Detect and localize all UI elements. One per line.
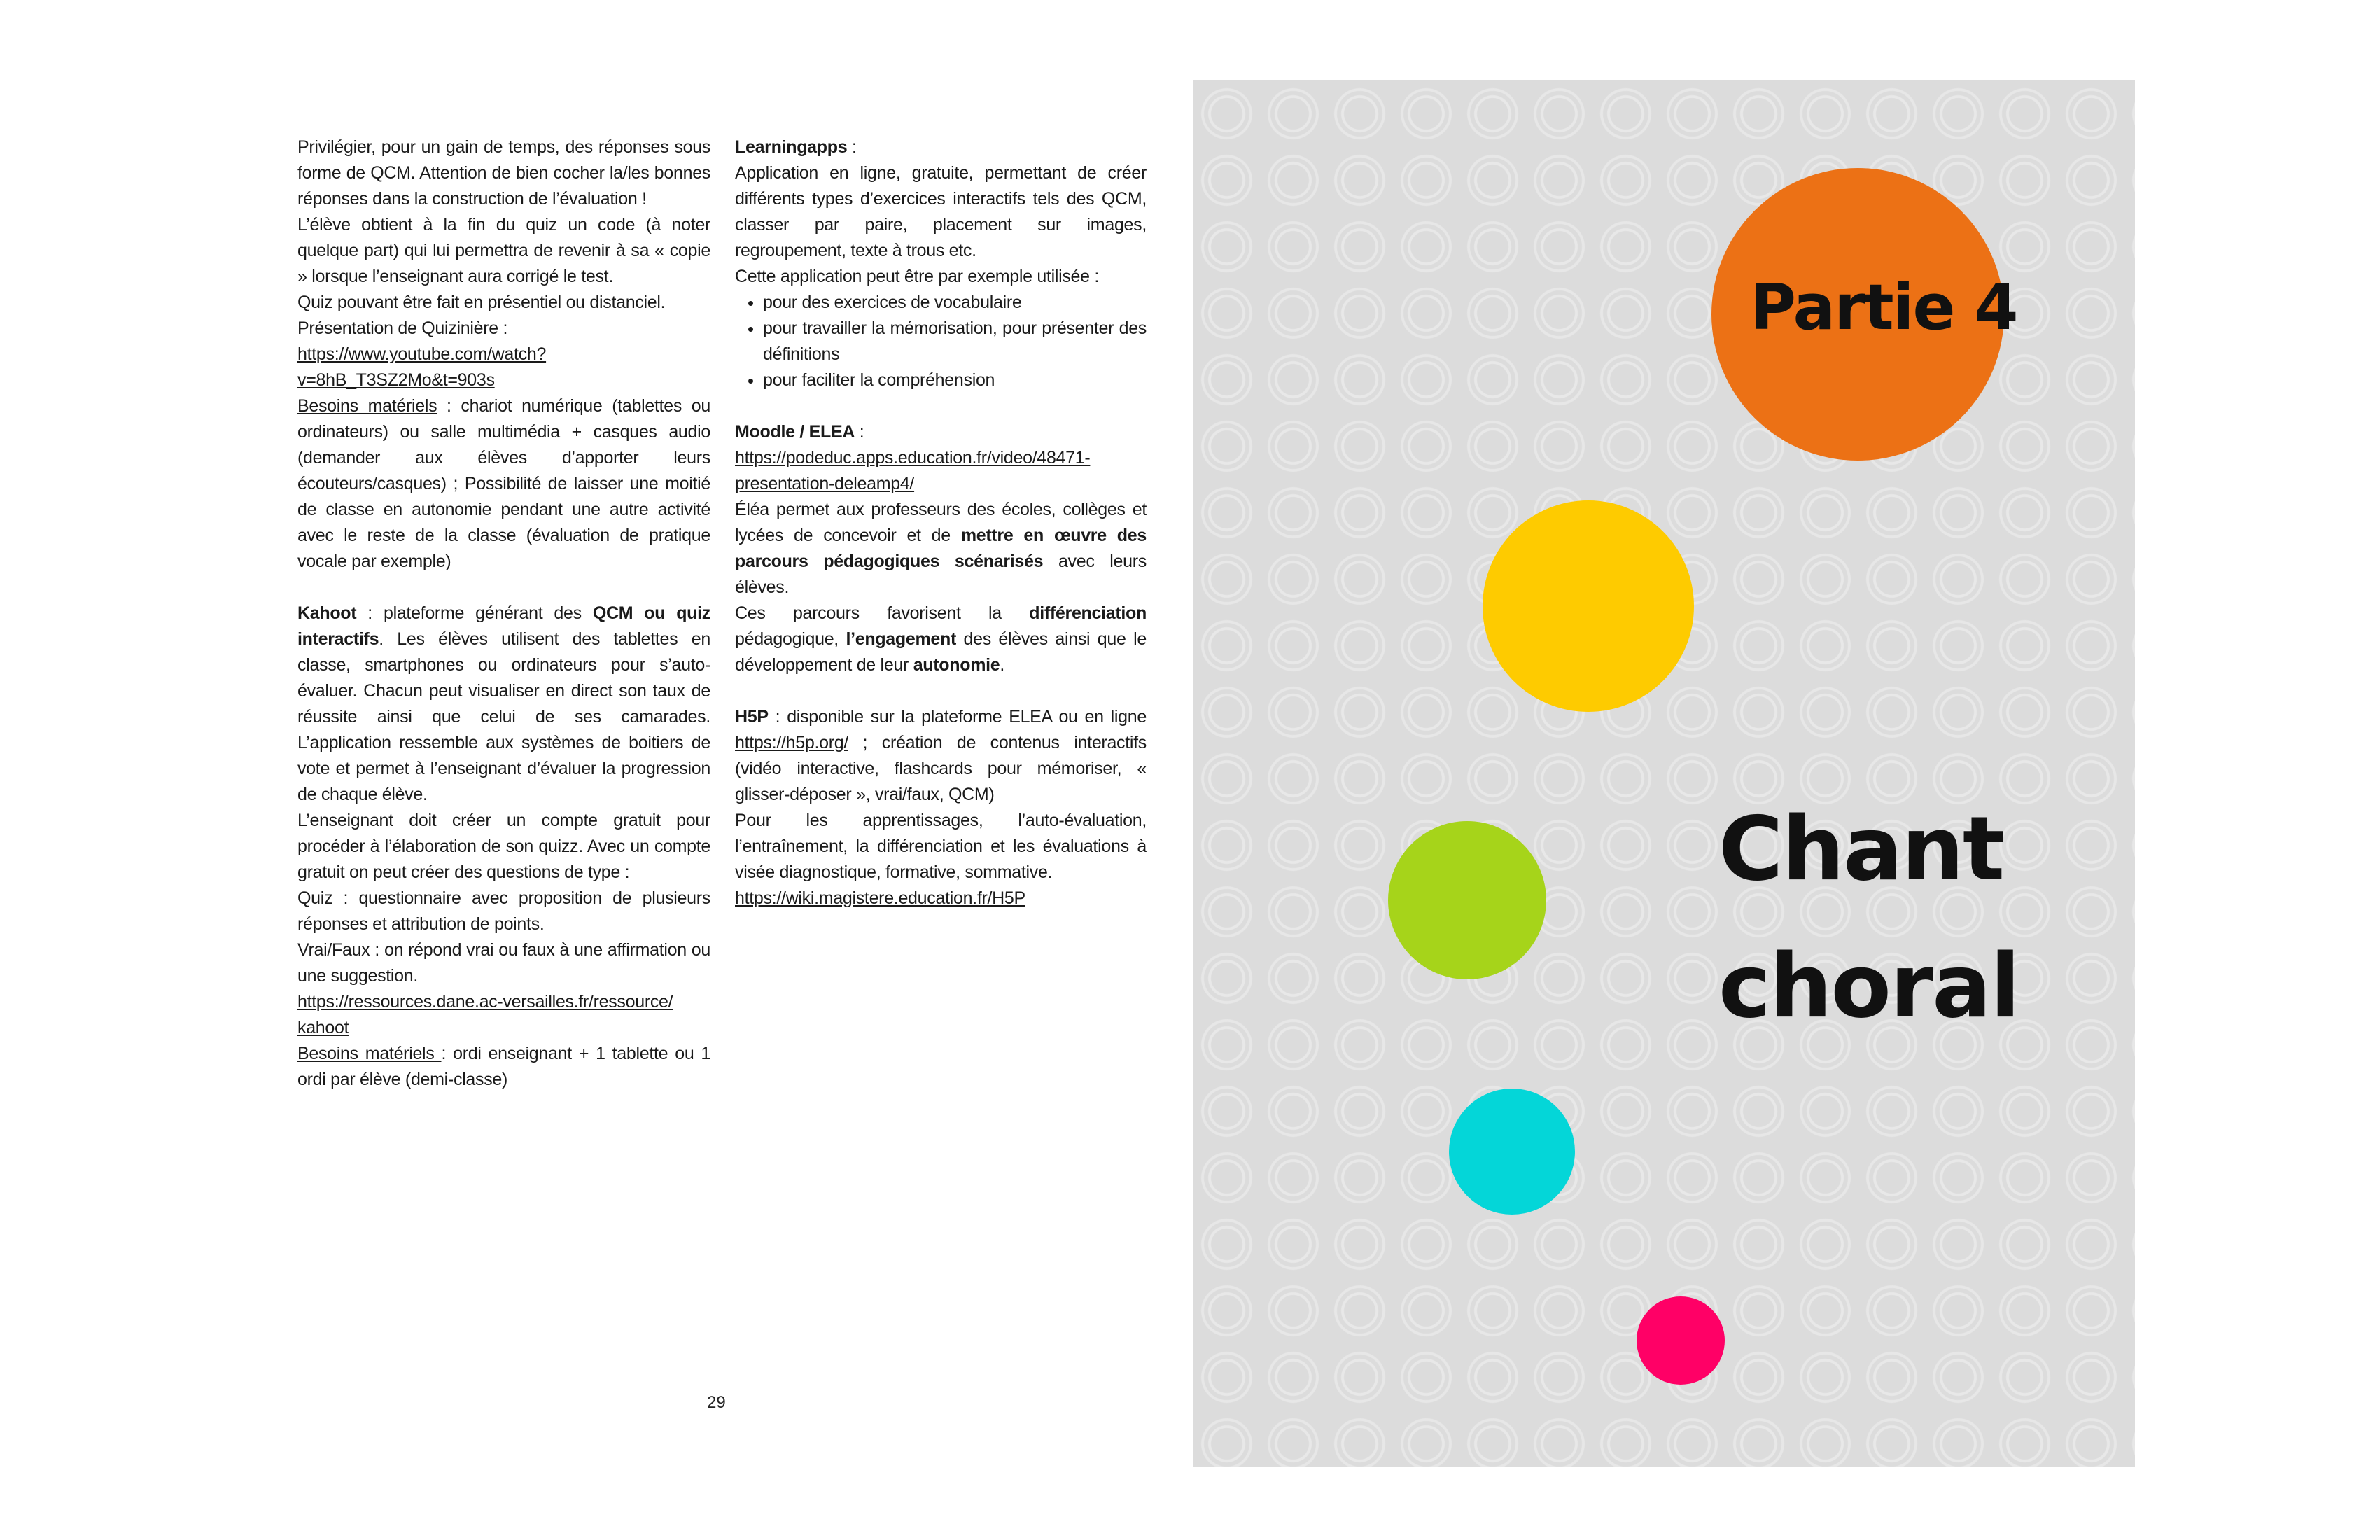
youtube-link-line1[interactable]: https://www.youtube.com/watch?	[298, 344, 547, 364]
paragraph-h5p	[735, 704, 1147, 808]
chapter-title	[1718, 780, 2019, 1055]
moodle-heading	[735, 419, 1147, 445]
paragraph-h5p-apprentissages: Pour les apprentissages, l’auto-évaluation, l’entraînement, la différenciation et les évaluations à visée diagnostique, formative, sommative.	[735, 811, 1147, 882]
chapter-cover	[1194, 80, 2135, 1466]
moodle-colon: :	[855, 422, 864, 442]
parcours-text-2: pédagogique,	[735, 629, 846, 649]
paragraph-compte: L’enseignant doit créer un compte gratuit pour procéder à l’élaboration de son quizz. Avec un compte gratuit on peut créer des questions de type :	[298, 811, 710, 882]
elea-bold: mettre en œuvre des parcours pédagogiques scénarisés	[735, 526, 1147, 571]
besoins-text-2: : ordi enseignant + 1 tablette ou 1 ordi par élève (demi-classe)	[298, 1044, 710, 1089]
chapter-title-line2: choral	[1718, 934, 2019, 1037]
parcours-bold-1: différenciation	[1029, 603, 1147, 623]
parcours-text-4: .	[1000, 655, 1005, 675]
yellow-circle	[1483, 500, 1694, 712]
paragraph-presentiel: Quiz pouvant être fait en présentiel ou distanciel.	[298, 293, 666, 312]
kahoot-bold: QCM ou quiz interactifs	[298, 603, 710, 649]
part-title: Partie 4	[1750, 271, 2017, 344]
moodle-label: Moodle / ELEA	[735, 422, 855, 442]
paragraph-learningapps-intro: Cette application peut être par exemple utilisée :	[735, 267, 1100, 286]
kahoot-link-line2[interactable]: kahoot	[298, 1018, 349, 1037]
h5p-wiki-link[interactable]: https://wiki.magistere.education.fr/H5P	[735, 888, 1026, 908]
moodle-link-line1[interactable]: https://podeduc.apps.education.fr/video/48471-	[735, 448, 1091, 468]
learningapps-bullet-list	[735, 290, 1147, 393]
spacer	[298, 575, 710, 601]
besoins-text-1: : chariot numérique (tablettes ou ordinateurs) ou salle multimédia + casques audio (demander aux élèves d’apporter leurs écouteurs/casques) ; Possibilité de laisser une moitié de classe en autonomie pendant une autre activité avec le reste de la classe (évaluation de pratique vocale par exemple)	[298, 396, 711, 571]
kahoot-text-1: : plateforme générant des	[356, 603, 593, 623]
besoins-label-1: Besoins matériels	[298, 396, 438, 416]
besoins-label-2: Besoins matériels	[298, 1044, 442, 1063]
green-circle	[1388, 821, 1546, 979]
paragraph-parcours	[735, 601, 1147, 678]
pink-circle	[1637, 1296, 1725, 1385]
h5p-text-2: ; création de contenus interactifs (vidéo interactive, flashcards pour mémoriser, « glisser-déposer », vrai/faux, QCM)	[735, 733, 1147, 804]
paragraph-quiz-type: Quiz : questionnaire avec proposition de plusieurs réponses et attribution de points.	[298, 888, 710, 934]
moodle-link[interactable]	[735, 445, 1147, 497]
youtube-link[interactable]	[298, 342, 710, 393]
paragraph-elea	[735, 497, 1147, 601]
h5p-text-1: : disponible sur la plateforme ELEA ou en ligne	[768, 707, 1147, 727]
kahoot-label: Kahoot	[298, 603, 357, 623]
parcours-text-3: des élèves ainsi que le développement de leur	[735, 629, 1147, 675]
chapter-title-line1: Chant	[1718, 797, 2004, 900]
youtube-link-line2[interactable]: v=8hB_T3SZ2Mo&t=903s	[298, 370, 495, 390]
list-item: • pour faciliter la compréhension	[763, 368, 1147, 393]
h5p-link[interactable]: https://h5p.org/	[735, 733, 848, 752]
page-number: 29	[707, 1393, 726, 1412]
parcours-bold-3: autonomie	[913, 655, 1000, 675]
paragraph-quiziniere: Présentation de Quizinière :	[298, 318, 508, 338]
spacer	[735, 393, 1147, 419]
elea-text-1: Éléa permet aux professeurs des écoles, collèges et lycées de concevoir et de	[735, 500, 1147, 545]
kahoot-link-line1[interactable]: https://ressources.dane.ac-versailles.fr/ressource/	[298, 992, 673, 1011]
cyan-circle	[1449, 1088, 1575, 1214]
learningapps-heading	[735, 134, 1147, 160]
paragraph-besoins-1	[298, 393, 710, 575]
parcours-bold-2: l’engagement	[846, 629, 956, 649]
moodle-link-line2[interactable]: presentation-deleamp4/	[735, 474, 915, 493]
learningapps-colon: :	[847, 137, 857, 157]
paragraph-kahoot	[298, 601, 710, 808]
parcours-text-1: Ces parcours favorisent la	[735, 603, 1030, 623]
paragraph-code: L’élève obtient à la fin du quiz un code (à noter quelque part) qui lui permettra de revenir à sa « copie » lorsque l’enseignant aura corrigé le test.	[298, 215, 710, 286]
paragraph-learningapps: Application en ligne, gratuite, permettant de créer différents types d’exercices interactifs tels des QCM, classer par paire, placement sur images, regroupement, texte à trous etc.	[735, 163, 1147, 260]
learningapps-label: Learningapps	[735, 137, 848, 157]
elea-text-2: avec leurs élèves.	[735, 552, 1147, 597]
spacer	[735, 678, 1147, 704]
paragraph-qcm: Privilégier, pour un gain de temps, des réponses sous forme de QCM. Attention de bien cocher la/les bonnes réponses dans la construction de l’évaluation !	[298, 137, 710, 209]
left-column	[298, 134, 710, 1093]
list-item: • pour travailler la mémorisation, pour présenter des définitions	[763, 316, 1147, 368]
paragraph-besoins-2	[298, 1041, 710, 1093]
h5p-label: H5P	[735, 707, 769, 727]
paragraph-vrai-faux: Vrai/Faux : on répond vrai ou faux à une affirmation ou une suggestion.	[298, 940, 710, 986]
list-item: • pour des exercices de vocabulaire	[763, 290, 1147, 316]
h5p-wiki-link-row	[735, 886, 1147, 911]
kahoot-text-2: . Les élèves utilisent des tablettes en classe, smartphones ou ordinateurs pour s’auto-évaluer. Chacun peut visualiser en direct son taux de réussite ainsi que celui de ses camarades. L’application ressemble aux systèmes de boitiers de vote et permet à l’enseignant d’évaluer la progression de chaque élève.	[298, 629, 710, 804]
right-column	[735, 134, 1147, 911]
kahoot-link[interactable]	[298, 989, 710, 1041]
